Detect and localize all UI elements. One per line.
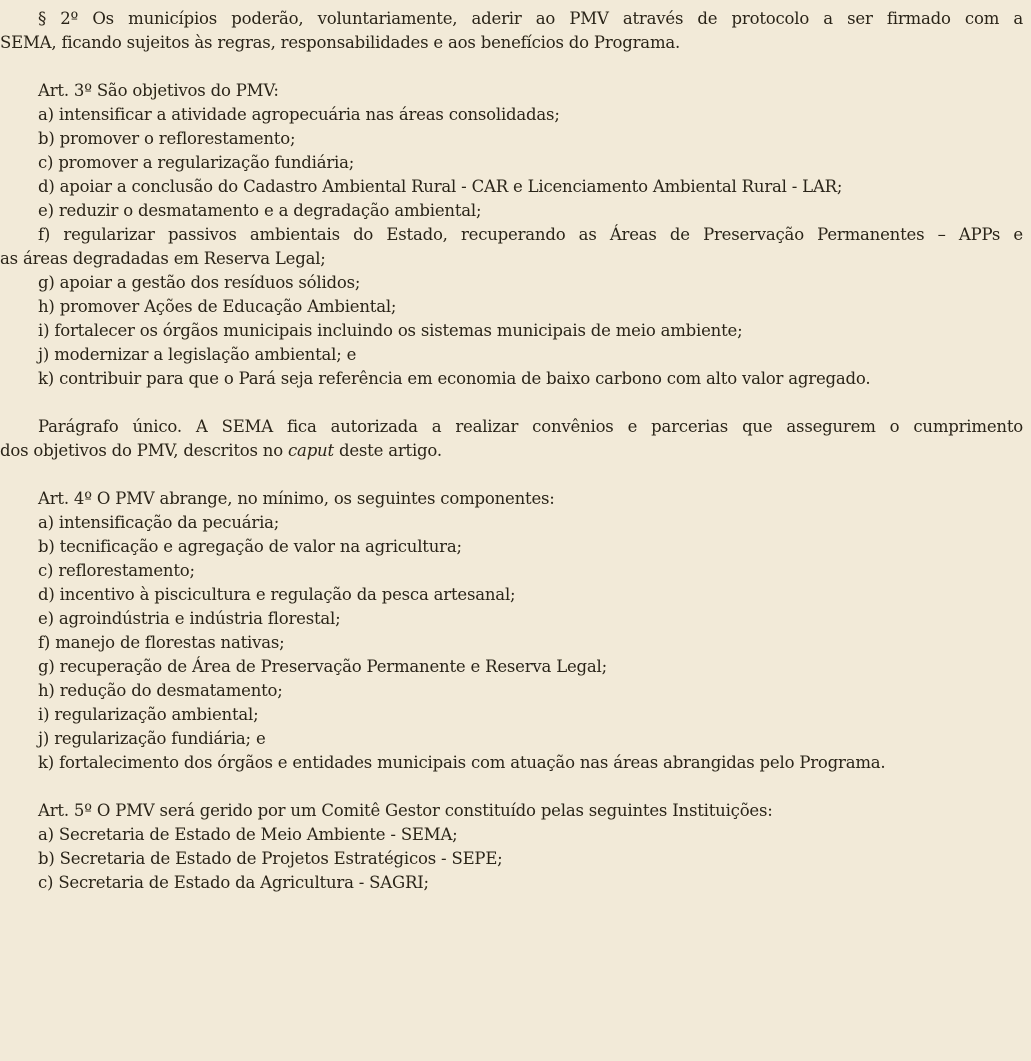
article-4-item-j: j) regularização fundiária; e xyxy=(38,729,266,748)
spacer xyxy=(0,463,1023,487)
article-4-item-f: f) manejo de florestas nativas; xyxy=(38,633,285,652)
article-3-item-k: k) contribuir para que o Pará seja referência em economia de baixo carbono com alto valor agregado. xyxy=(38,369,871,388)
paragrafo-unico-text-after: deste artigo. xyxy=(333,441,442,460)
article-4-item-a: a) intensificação da pecuária; xyxy=(38,513,280,532)
spacer xyxy=(0,55,1023,79)
article-4-item-c: c) reflorestamento; xyxy=(38,561,195,580)
article-4-heading: Art. 4º O PMV abrange, no mínimo, os seguintes componentes: xyxy=(38,489,555,508)
article-3-heading: Art. 3º São objetivos do PMV: xyxy=(38,81,279,100)
article-4-item-h: h) redução do desmatamento; xyxy=(38,681,283,700)
article-5-item-a: a) Secretaria de Estado de Meio Ambiente - SEMA; xyxy=(38,825,458,844)
article-3-item-a: a) intensificar a atividade agropecuária nas áreas consolidadas; xyxy=(38,105,560,124)
spacer xyxy=(0,391,1023,415)
paragrafo-unico-line-2 xyxy=(0,439,1023,463)
article-4-item-b: b) tecnificação e agregação de valor na agricultura; xyxy=(38,537,462,556)
article-4-item-i: i) regularização ambiental; xyxy=(38,705,259,724)
article-5 xyxy=(0,799,1023,895)
article-5-item-c: c) Secretaria de Estado da Agricultura - SAGRI; xyxy=(38,873,429,892)
article-3-item-d: d) apoiar a conclusão do Cadastro Ambiental Rural - CAR e Licenciamento Ambiental Rural - LAR; xyxy=(38,177,843,196)
paragraph-2-line-2: SEMA, ficando sujeitos às regras, responsabilidades e aos benefícios do Programa. xyxy=(0,33,681,52)
article-3-item-e: e) reduzir o desmatamento e a degradação ambiental; xyxy=(38,201,482,220)
article-3-item-c: c) promover a regularização fundiária; xyxy=(38,153,355,172)
paragraph-2-line-1: § 2º Os municípios poderão, voluntariamente, aderir ao PMV através de protocolo a ser firmado com a xyxy=(38,9,1023,28)
paragrafo-unico xyxy=(0,415,1023,463)
article-3-item-f: f) regularizar passivos ambientais do Estado, recuperando as Áreas de Preservação Permanentes – APPs e xyxy=(38,225,1023,244)
article-3-item-j: j) modernizar a legislação ambiental; e xyxy=(38,345,357,364)
article-4-item-k: k) fortalecimento dos órgãos e entidades municipais com atuação nas áreas abrangidas pelo Programa. xyxy=(38,753,886,772)
article-4 xyxy=(0,487,1023,775)
article-4-item-g: g) recuperação de Área de Preservação Permanente e Reserva Legal; xyxy=(38,657,607,676)
article-3 xyxy=(0,79,1023,391)
article-3-item-b: b) promover o reflorestamento; xyxy=(38,129,296,148)
paragraph-2 xyxy=(0,7,1023,55)
spacer xyxy=(0,775,1023,799)
article-3-item-f-continuation: as áreas degradadas em Reserva Legal; xyxy=(0,249,326,268)
caput-italic: caput xyxy=(288,441,334,460)
paragrafo-unico-text-before: dos objetivos do PMV, descritos no xyxy=(0,441,289,460)
article-5-heading: Art. 5º O PMV será gerido por um Comitê Gestor constituído pelas seguintes Instituições: xyxy=(38,801,773,820)
article-3-item-g: g) apoiar a gestão dos resíduos sólidos; xyxy=(38,273,361,292)
article-4-item-d: d) incentivo à piscicultura e regulação da pesca artesanal; xyxy=(38,585,516,604)
article-5-item-b: b) Secretaria de Estado de Projetos Estratégicos - SEPE; xyxy=(38,849,503,868)
paragrafo-unico-line-1: Parágrafo único. A SEMA fica autorizada a realizar convênios e parcerias que assegurem o cumprimento xyxy=(38,417,1023,436)
article-3-item-i: i) fortalecer os órgãos municipais incluindo os sistemas municipais de meio ambiente; xyxy=(38,321,743,340)
article-3-item-h: h) promover Ações de Educação Ambiental; xyxy=(38,297,397,316)
article-4-item-e: e) agroindústria e indústria florestal; xyxy=(38,609,341,628)
